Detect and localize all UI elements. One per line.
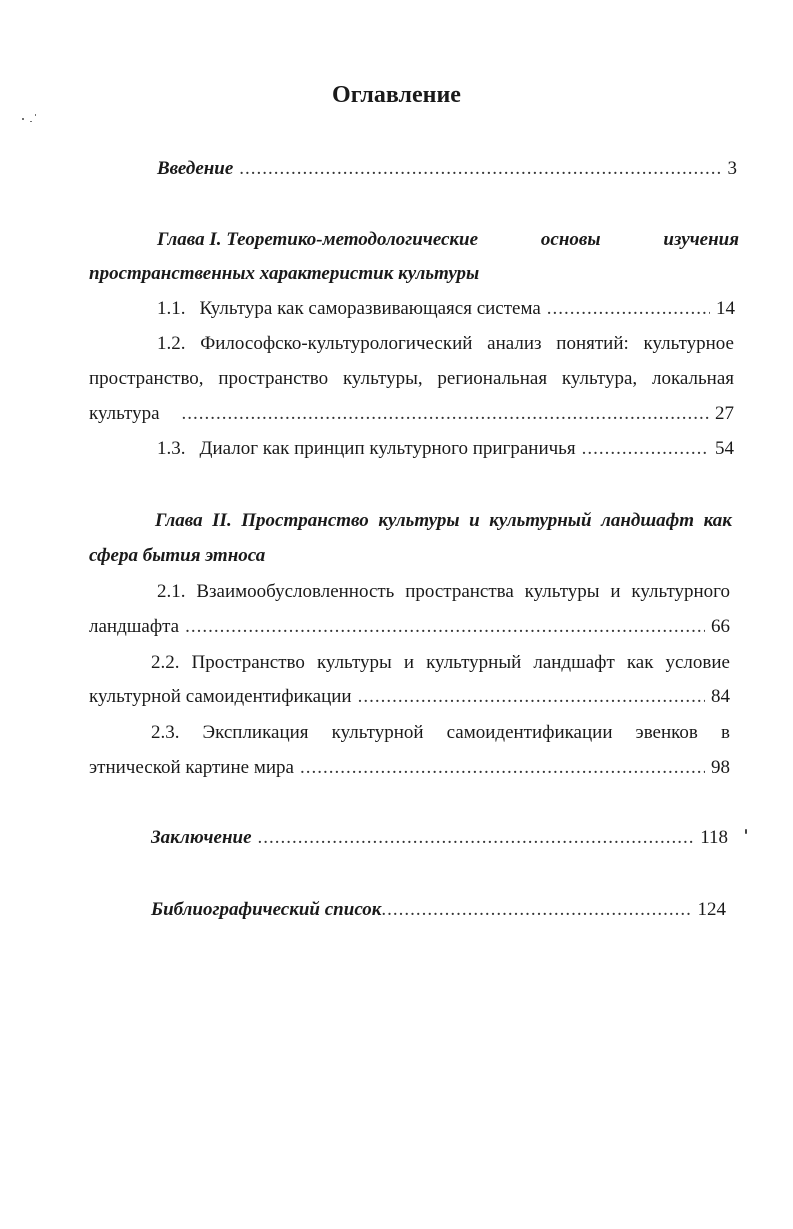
toc-entry-1-2-line2[interactable]: пространство, пространство культуры, региональная культура, локальная (89, 368, 734, 389)
toc-entry-1-2-line3[interactable] (89, 402, 734, 426)
dot-leader (300, 756, 705, 780)
dot-leader (547, 297, 710, 321)
toc-entry-2-2-line1[interactable]: 2.2. Пространство культуры и культурный ландшафт как условие (151, 652, 730, 673)
dot-leader (182, 402, 709, 426)
page-number: 118 (700, 827, 728, 848)
page-number: 14 (716, 298, 735, 319)
entry-label: Библиографический список (151, 899, 382, 920)
dot-leader (381, 898, 691, 922)
chapter-1-heading: Глава I. Теоретико-методологические основы изучения (157, 229, 739, 250)
chapter-2-heading: Глава II. Пространство культуры и культурный ландшафт как (155, 510, 732, 531)
chapter-2-heading-cont: сфера бытия этноса (89, 545, 266, 566)
toc-entry-bibliography[interactable] (151, 898, 726, 922)
entry-label: ландшафта (89, 616, 180, 637)
toc-entry-2-2-line2[interactable] (89, 685, 730, 709)
toc-entry-conclusion[interactable] (151, 826, 728, 850)
dot-leader (358, 685, 705, 709)
page-number: 66 (711, 616, 730, 637)
scan-speck (745, 829, 747, 834)
page-title: Оглавление (332, 82, 461, 108)
page-number: 27 (715, 403, 734, 424)
dot-leader (239, 157, 721, 181)
entry-label: Культура как саморазвивающаяся система (199, 298, 541, 319)
entry-label: Заключение (151, 827, 252, 848)
dot-leader (258, 826, 695, 850)
scan-speck (30, 121, 32, 122)
entry-label: культура (89, 403, 160, 424)
entry-number: 1.1. (157, 298, 186, 319)
toc-entry-1-3[interactable] (157, 437, 734, 461)
page-number: 98 (711, 757, 730, 778)
scan-speck (22, 118, 24, 120)
entry-label: этнической картине мира (89, 757, 294, 778)
page-number: 3 (727, 158, 737, 179)
toc-entry-2-3-line1[interactable]: 2.3. Экспликация культурной самоидентификации эвенков в (151, 722, 730, 743)
entry-label: Введение (157, 158, 234, 179)
chapter-1-heading-cont: пространственных характеристик культуры (89, 263, 480, 284)
dot-leader (582, 437, 709, 461)
toc-entry-2-3-line2[interactable] (89, 756, 730, 780)
toc-entry-2-1-line1[interactable]: 2.1. Взаимообусловленность пространства культуры и культурного (157, 581, 730, 602)
toc-entry-1-2-line1[interactable]: 1.2. Философско-культурологический анализ понятий: культурное (157, 333, 734, 354)
toc-entry-1-1[interactable] (157, 297, 735, 321)
toc-entry-2-1-line2[interactable] (89, 615, 730, 639)
page-number: 54 (715, 438, 734, 459)
page-number: 124 (697, 899, 726, 920)
entry-number: 1.3. (157, 438, 186, 459)
page-number: 84 (711, 686, 730, 707)
scan-speck (35, 114, 36, 116)
entry-label: культурной самоидентификации (89, 686, 352, 707)
dot-leader (185, 615, 705, 639)
toc-entry-introduction[interactable] (157, 157, 737, 181)
entry-label: Диалог как принцип культурного приграничья (199, 438, 576, 459)
